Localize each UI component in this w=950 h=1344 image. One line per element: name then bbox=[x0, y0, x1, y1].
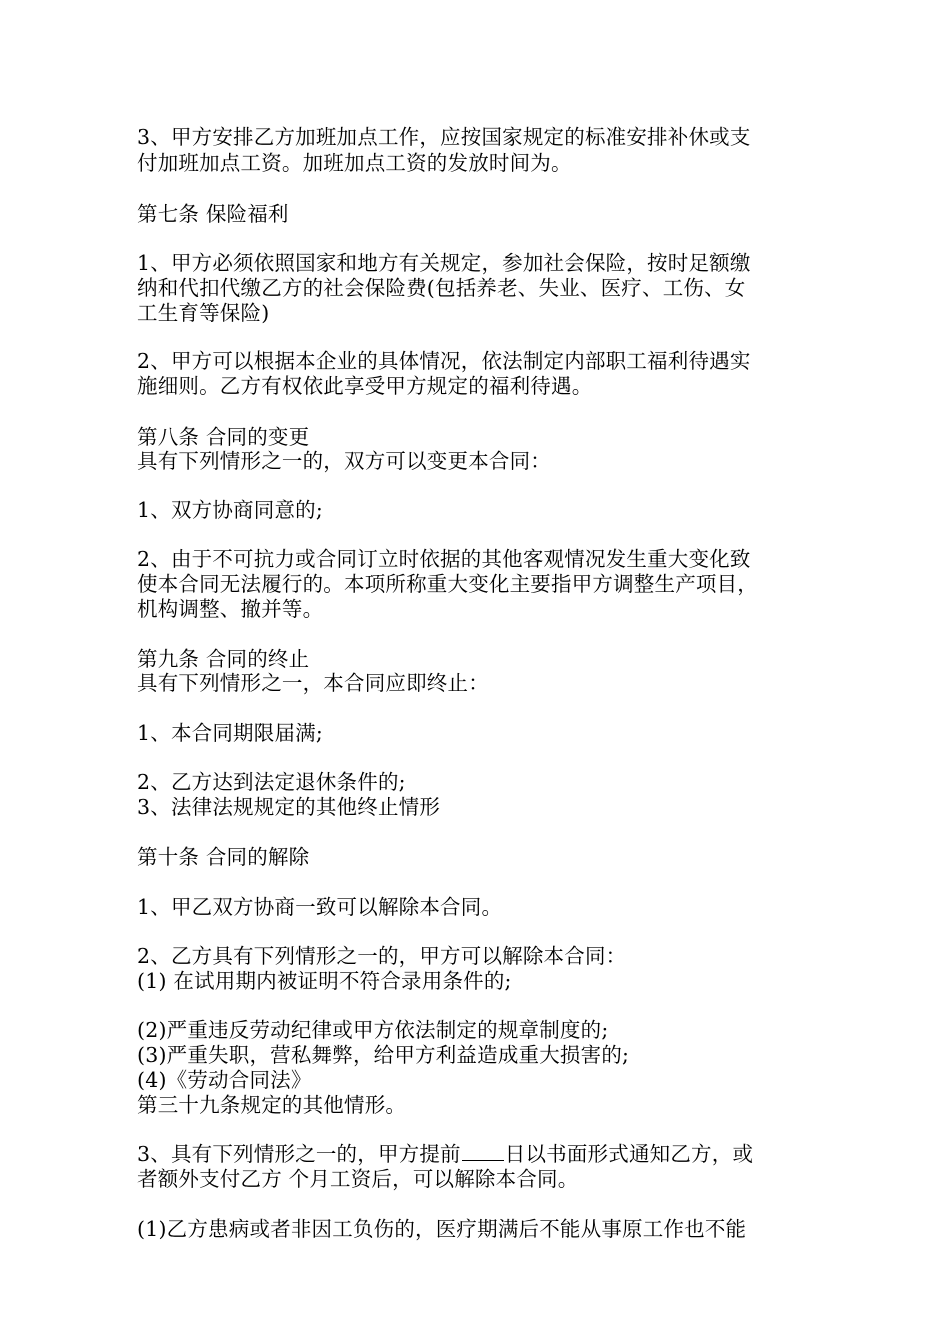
paragraph-line: 具有下列情形之一，本合同应即终止： bbox=[137, 671, 489, 695]
list-item: (3)严重失职，营私舞弊，给甲方利益造成重大损害的; bbox=[137, 1043, 630, 1067]
section-heading: 第七条 保险福利 bbox=[137, 202, 289, 226]
list-item: (1)乙方患病或者非因工负伤的，医疗期满后不能从事原工作也不能 bbox=[137, 1217, 747, 1241]
list-item: 1、甲乙双方协商一致可以解除本合同。 bbox=[137, 895, 503, 919]
paragraph-line: 使本合同无法履行的。本项所称重大变化主要指甲方调整生产项目， bbox=[137, 572, 758, 596]
list-item: 2、乙方达到法定退休条件的; bbox=[137, 770, 406, 794]
list-item: (2)严重违反劳动纪律或甲方依法制定的规章制度的; bbox=[137, 1018, 609, 1042]
line-segment: 3、具有下列情形之一的，甲方提前 bbox=[137, 1142, 461, 1166]
section-heading: 第八条 合同的变更 bbox=[137, 425, 310, 449]
list-item: 2、乙方具有下列情形之一的，甲方可以解除本合同： bbox=[137, 944, 627, 968]
paragraph-line: 者额外支付乙方 个月工资后，可以解除本合同。 bbox=[137, 1167, 579, 1191]
paragraph-line: 2、由于不可抗力或合同订立时依据的其他客观情况发生重大变化致 bbox=[137, 547, 751, 571]
list-item: 1、双方协商同意的; bbox=[137, 498, 323, 522]
section-heading: 第十条 合同的解除 bbox=[137, 845, 310, 869]
paragraph-line: 第三十九条规定的其他情形。 bbox=[137, 1093, 407, 1117]
paragraph-line: 纳和代扣代缴乙方的社会保险费(包括养老、失业、医疗、工伤、女 bbox=[137, 276, 746, 300]
list-item: 1、本合同期限届满; bbox=[137, 721, 323, 745]
list-item: (1) 在试用期内被证明不符合录用条件的; bbox=[137, 969, 512, 993]
paragraph-line: 工生育等保险) bbox=[137, 301, 270, 325]
paragraph-line: 机构调整、撤并等。 bbox=[137, 597, 324, 621]
paragraph-line: 付加班加点工资。加班加点工资的发放时间为。 bbox=[137, 151, 572, 175]
paragraph-line bbox=[137, 1142, 827, 1166]
list-item: (4)《劳动合同法》 bbox=[137, 1068, 312, 1092]
fill-in-blank bbox=[462, 1142, 504, 1161]
paragraph-line: 3、甲方安排乙方加班加点工作，应按国家规定的标准安排补休或支 bbox=[137, 125, 751, 149]
paragraph-line: 具有下列情形之一的，双方可以变更本合同： bbox=[137, 449, 551, 473]
paragraph-line: 1、甲方必须依照国家和地方有关规定，参加社会保险，按时足额缴 bbox=[137, 251, 751, 275]
line-segment: 日以书面形式通知乙方，或 bbox=[504, 1142, 754, 1166]
paragraph-line: 2、甲方可以根据本企业的具体情况，依法制定内部职工福利待遇实 bbox=[137, 349, 751, 373]
list-item: 3、法律法规规定的其他终止情形 bbox=[137, 795, 441, 819]
paragraph-line: 施细则。乙方有权依此享受甲方规定的福利待遇。 bbox=[137, 374, 593, 398]
section-heading: 第九条 合同的终止 bbox=[137, 647, 310, 671]
